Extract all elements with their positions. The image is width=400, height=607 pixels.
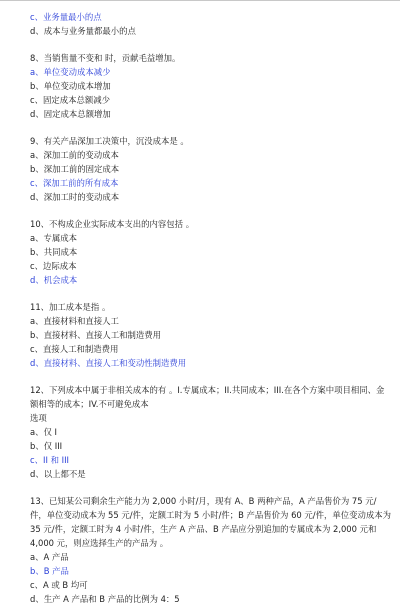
- option-a[interactable]: a、A 产品: [30, 552, 69, 562]
- question-10: [30, 217, 392, 287]
- option-c[interactable]: c、固定成本总额减少: [30, 95, 110, 105]
- option-c[interactable]: c、业务量最小的点: [30, 12, 102, 22]
- question-9: [30, 134, 392, 204]
- option-d[interactable]: d、固定成本总额增加: [30, 109, 111, 119]
- option-c[interactable]: c、深加工前的所有成本: [30, 178, 119, 188]
- option-a[interactable]: a、仅 I: [30, 427, 58, 437]
- question-12: [30, 383, 392, 481]
- option-b[interactable]: b、共同成本: [30, 247, 78, 257]
- quiz-document: [30, 10, 392, 606]
- option-c[interactable]: c、边际成本: [30, 261, 77, 271]
- option-d[interactable]: d、深加工时的变动成本: [30, 192, 120, 202]
- question-stem: 12、下列成本中属于非相关成本的有 。I.专属成本；II.共同成本；III.在各个方案中项目相同、金额相等的成本；IV.不可避免成本: [30, 385, 385, 409]
- question-7-tail: [30, 10, 392, 38]
- top-divider: [0, 0, 400, 1]
- option-d[interactable]: d、成本与业务量都最小的点: [30, 26, 136, 36]
- question-8: [30, 51, 392, 121]
- option-b[interactable]: b、B 产品: [30, 566, 69, 576]
- option-d[interactable]: d、以上都不是: [30, 469, 86, 479]
- question-11: [30, 300, 392, 370]
- option-c[interactable]: c、直接人工和制造费用: [30, 344, 119, 354]
- question-stem: 11、加工成本是指 。: [30, 302, 111, 312]
- option-c[interactable]: c、II 和 III: [30, 455, 70, 465]
- question-13: [30, 494, 392, 606]
- question-stem: 9、有关产品深加工决策中，沉没成本是 。: [30, 136, 189, 146]
- question-stem: 8、当销售量不变和 时，贡献毛益增加。: [30, 53, 181, 63]
- option-b[interactable]: b、深加工前的固定成本: [30, 164, 120, 174]
- option-c[interactable]: c、A 或 B 均可: [30, 580, 88, 590]
- option-b[interactable]: b、直接材料、直接人工和制造费用: [30, 330, 161, 340]
- option-a[interactable]: a、直接材料和直接人工: [30, 316, 119, 326]
- options-label: 选项: [30, 413, 47, 423]
- question-stem: 13、已知某公司剩余生产能力为 2,000 小时/月，现有 A、B 两种产品，A 产品售价为 75 元/件，单位变动成本为 55 元/件，定额工时为 5 小时/件；B 产品售价为 60 元/件，单位变动成本为 35 元/件，定额工时为 4 小时/件，生产 A 产品、B 产品应分别追加的专属成本为 2,000 元和 4,000 元，则应选择生产的产品为 。: [30, 496, 391, 548]
- option-d[interactable]: d、直接材料、直接人工和变动性制造费用: [30, 358, 187, 368]
- option-a[interactable]: a、深加工前的变动成本: [30, 150, 119, 160]
- option-b[interactable]: b、仅 III: [30, 441, 63, 451]
- option-d[interactable]: d、生产 A 产品和 B 产品的比例为 4：5: [30, 594, 180, 604]
- option-d[interactable]: d、机会成本: [30, 275, 78, 285]
- option-a[interactable]: a、单位变动成本减少: [30, 67, 111, 77]
- option-b[interactable]: b、单位变动成本增加: [30, 81, 111, 91]
- question-stem: 10、不构成企业实际成本支出的内容包括 。: [30, 219, 195, 229]
- option-a[interactable]: a、专属成本: [30, 233, 78, 243]
